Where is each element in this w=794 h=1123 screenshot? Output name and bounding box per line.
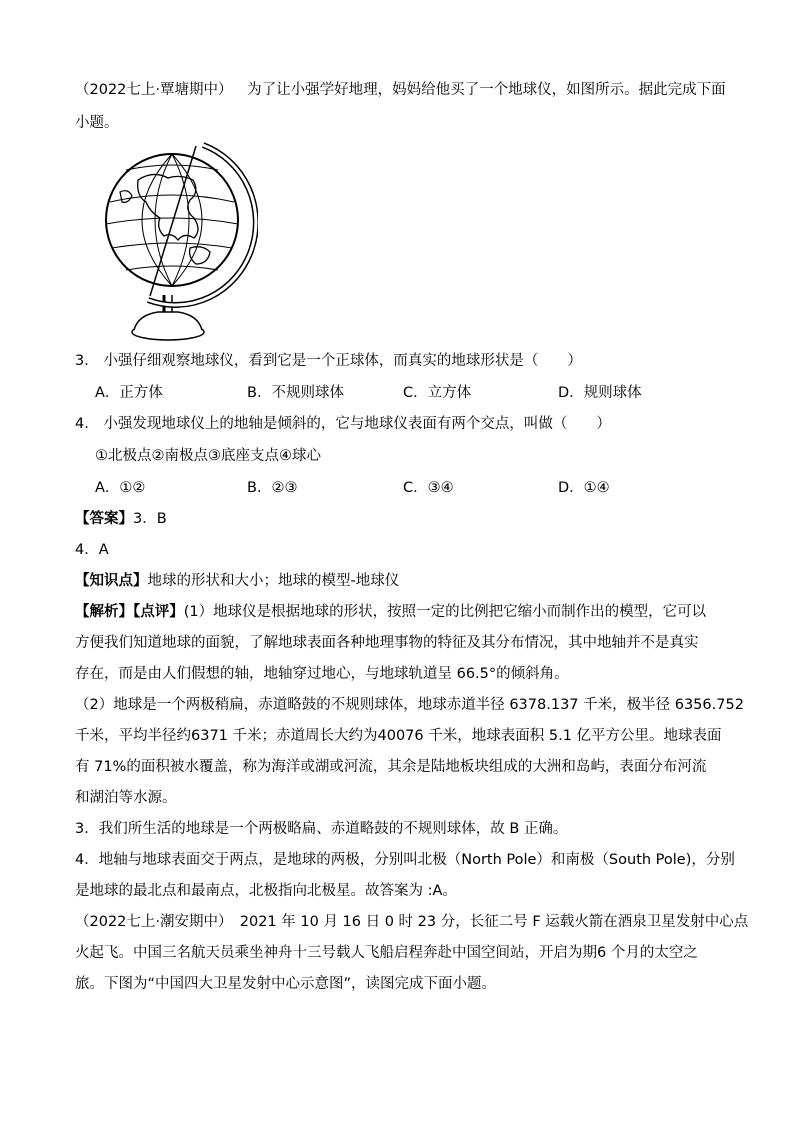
analysis-p4-a: 4．地轴与地球表面交于两点，是地球的两极，分别叫北极（North Pole）和南极（South Pole)，分别 <box>75 852 735 868</box>
globe-illustration <box>98 140 258 342</box>
intro1-text-a: 为了让小强学好地理，妈妈给他买了一个地球仪，如图所示。据此完成下面 <box>247 82 726 98</box>
q3-option-c: C．立方体 <box>403 385 472 401</box>
q4-option-d: D．①④ <box>558 480 610 496</box>
q3-option-b: B．不规则球体 <box>247 385 344 401</box>
analysis-p2-d: 和湖泊等水源。 <box>75 790 177 806</box>
q4-option-c: C．③④ <box>403 480 454 496</box>
q4-option-a: A．①② <box>95 480 146 496</box>
knowledge-text: 地球的形状和大小；地球的模型-地球仪 <box>147 573 400 589</box>
answer-label: 【答案】 <box>75 511 133 527</box>
q3-option-a: A．正方体 <box>95 385 163 401</box>
q3-option-d: D．规则球体 <box>558 385 642 401</box>
intro1-line2: 小题。 <box>75 115 119 131</box>
analysis-line1 <box>75 602 726 622</box>
intro1-line1 <box>75 80 726 100</box>
q4-option-b: B．②③ <box>247 480 298 496</box>
answer-3: 3．B <box>133 511 167 527</box>
intro1-source: （2022七上·覃塘期中） <box>75 82 233 98</box>
knowledge-line <box>75 571 726 591</box>
analysis-p2-a: （2）地球是一个两极稍扁，赤道略鼓的不规则球体，地球赤道半径 6378.137 千米，极半径 6356.752 <box>75 697 744 713</box>
analysis-p2-c: 有 71%的面积被水覆盖，称为海洋或湖或河流，其余是陆地板块组成的大洲和岛屿，表面分布河流 <box>75 759 707 775</box>
answer-line1 <box>75 509 726 529</box>
q4-stem: 4． 小强发现地球仪上的地轴是倾斜的，它与地球仪表面有两个交点，叫做（ ） <box>75 416 611 432</box>
analysis-p2-b: 千米，平均半径约6371 千米；赤道周长大约为40076 千米，地球表面积 5.1 亿平方公里。地球表面 <box>75 728 722 744</box>
knowledge-label: 【知识点】 <box>75 573 148 589</box>
intro2-line2: 火起飞。中国三名航天员乘坐神舟十三号载人飞船启程奔赴中国空间站，开启为期6 个月的太空之 <box>75 945 698 961</box>
analysis-label: 【解析】【点评】 <box>75 604 184 620</box>
analysis-p1-b: 方便我们知道地球的面貌，了解地球表面各种地理事物的特征及其分布情况，其中地轴并不是真实 <box>75 635 699 651</box>
q3-stem: 3． 小强仔细观察地球仪，看到它是一个正球体，而真实的地球形状是（ ） <box>75 353 582 369</box>
analysis-p3: 3．我们所生活的地球是一个两极略扁、赤道略鼓的不规则球体，故 B 正确。 <box>75 821 568 837</box>
q4-items: ①北极点②南极点③底座支点④球心 <box>95 448 321 464</box>
analysis-p1-c: 存在，而是由人们假想的轴，地轴穿过地心，与地球轨道呈 66.5°的倾斜角。 <box>75 666 569 682</box>
analysis-p4-b: 是地球的最北点和最南点，北极指向北极星。故答案为 :A。 <box>75 883 457 899</box>
intro2-line1: （2022七上·潮安期中） 2021 年 10 月 16 日 0 时 23 分，长征二号 F 运载火箭在酒泉卫星发射中心点 <box>75 914 749 930</box>
intro2-line3: 旅。下图为“中国四大卫星发射中心示意图”，读图完成下面小题。 <box>75 976 497 992</box>
analysis-p1-a: (1）地球仪是根据地球的形状，按照一定的比例把它缩小而制作出的模型，它可以 <box>183 604 707 620</box>
answer-4: 4．A <box>75 542 109 558</box>
